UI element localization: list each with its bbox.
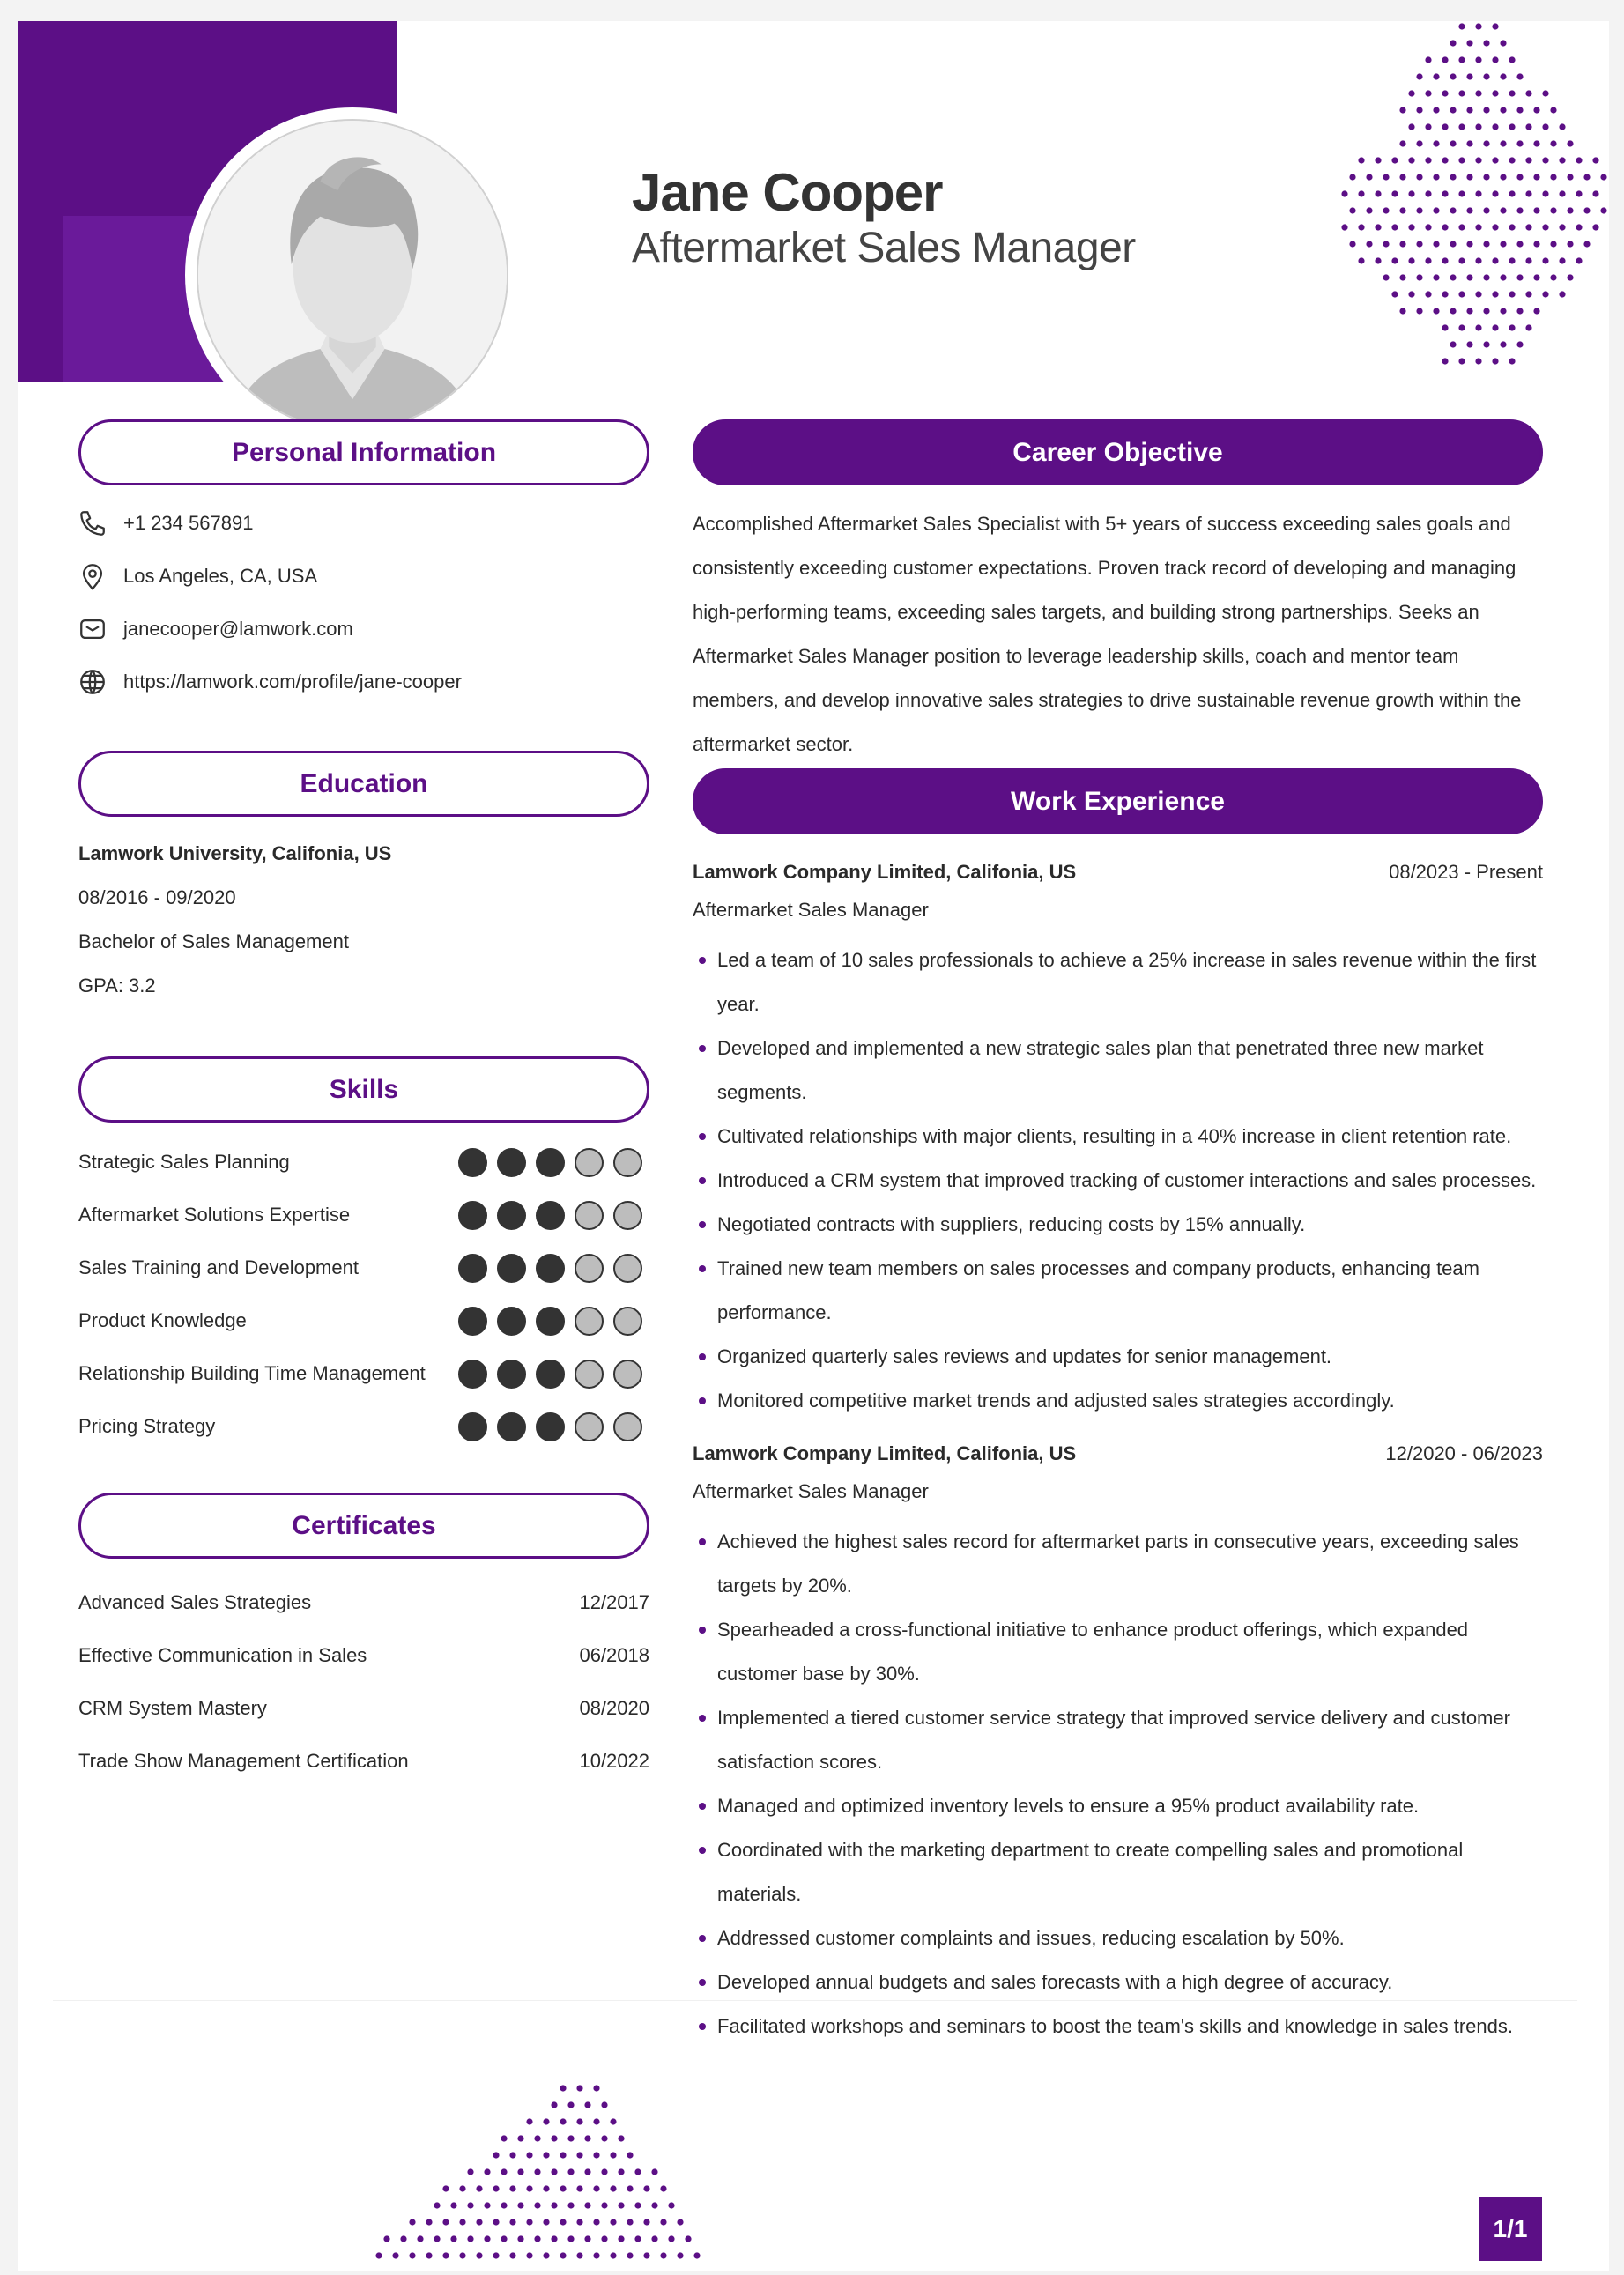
job-company: Lamwork Company Limited, Califonia, US (693, 861, 1077, 883)
certificate-date: 08/2020 (579, 1697, 649, 1719)
achievement-item: Cultivated relationships with major clients, resulting in a 40% increase in client retention rate. (693, 1115, 1543, 1159)
skill-row (78, 1409, 642, 1444)
rating-dot-empty (613, 1254, 642, 1283)
certificate-date: 06/2018 (579, 1644, 649, 1666)
achievement-item: Spearheaded a cross-functional initiative to enhance product offerings, which expanded customer base by 30%. (693, 1608, 1543, 1696)
skill-name: Strategic Sales Planning (78, 1151, 290, 1173)
certificate-row (78, 1638, 649, 1673)
rating-dot-filled (536, 1254, 565, 1283)
rating-dot-filled (458, 1201, 487, 1230)
candidate-name: Jane Cooper (632, 163, 943, 222)
contact-email[interactable] (76, 611, 353, 647)
education-dates: 08/2016 - 09/2020 (78, 886, 236, 908)
skill-rating (458, 1254, 642, 1283)
certificate-row (78, 1691, 649, 1726)
skill-name: Relationship Building Time Management (78, 1362, 426, 1384)
skill-name: Sales Training and Development (78, 1256, 359, 1278)
skill-row (78, 1145, 642, 1180)
website-link[interactable]: https://lamwork.com/profile/jane-cooper (123, 671, 462, 693)
rating-dot-filled (536, 1201, 565, 1230)
rating-dot-empty (613, 1148, 642, 1177)
certificate-name: Advanced Sales Strategies (78, 1591, 312, 1613)
education-school: Lamwork University, Califonia, US (78, 842, 392, 864)
achievement-item: Achieved the highest sales record for aftermarket parts in consecutive years, exceeding sales targets by 20%. (693, 1520, 1543, 1608)
certificate-name: CRM System Mastery (78, 1697, 267, 1719)
job-role: Aftermarket Sales Manager (693, 1480, 929, 1502)
job-header (693, 855, 1543, 890)
certificate-row (78, 1744, 649, 1779)
job-achievements (693, 1520, 1543, 2049)
candidate-title: Aftermarket Sales Manager (632, 225, 1136, 271)
education-gpa: GPA: 3.2 (78, 974, 156, 997)
achievement-item: Developed and implemented a new strategic sales plan that penetrated three new market segments. (693, 1026, 1543, 1115)
globe-icon (76, 665, 109, 699)
skill-name: Pricing Strategy (78, 1415, 216, 1437)
rating-dot-filled (536, 1412, 565, 1441)
rating-dot-filled (536, 1307, 565, 1336)
rating-dot-filled (536, 1148, 565, 1177)
email-link[interactable]: janecooper@lamwork.com (123, 618, 353, 640)
achievement-item: Negotiated contracts with suppliers, reducing costs by 15% annually. (693, 1203, 1543, 1247)
achievement-item: Coordinated with the marketing department to create compelling sales and promotional materials. (693, 1828, 1543, 1916)
skill-row (78, 1250, 642, 1286)
rating-dot-empty (575, 1254, 604, 1283)
rating-dot-filled (497, 1360, 526, 1389)
rating-dot-empty (613, 1307, 642, 1336)
page-indicator: 1/1 (1479, 2197, 1542, 2261)
skill-name: Aftermarket Solutions Expertise (78, 1204, 351, 1226)
certificate-name: Effective Communication in Sales (78, 1644, 367, 1666)
job-role: Aftermarket Sales Manager (693, 899, 929, 921)
rating-dot-filled (458, 1360, 487, 1389)
rating-dot-filled (497, 1254, 526, 1283)
rating-dot-empty (575, 1201, 604, 1230)
resume-page (18, 21, 1609, 2271)
section-heading-certificates: Certificates (78, 1493, 649, 1559)
decorative-dot-pattern-top (1339, 21, 1609, 365)
certificate-date: 12/2017 (579, 1591, 649, 1613)
rating-dot-filled (497, 1307, 526, 1336)
job-dates: 08/2023 - Present (1389, 861, 1543, 883)
skill-rating (458, 1201, 642, 1230)
phone-icon (76, 507, 109, 540)
location-pin-icon (76, 559, 109, 593)
skill-row (78, 1356, 642, 1391)
skill-name: Product Knowledge (78, 1309, 247, 1331)
rating-dot-empty (575, 1412, 604, 1441)
rating-dot-filled (536, 1360, 565, 1389)
skill-rating (458, 1360, 642, 1389)
certificate-date: 10/2022 (579, 1750, 649, 1772)
section-heading-objective: Career Objective (693, 419, 1543, 485)
skill-row (78, 1303, 642, 1338)
achievement-item: Organized quarterly sales reviews and updates for senior management. (693, 1335, 1543, 1379)
rating-dot-empty (613, 1412, 642, 1441)
rating-dot-empty (575, 1307, 604, 1336)
achievement-item: Monitored competitive market trends and adjusted sales strategies accordingly. (693, 1379, 1543, 1423)
rating-dot-filled (458, 1307, 487, 1336)
contact-phone (76, 506, 253, 541)
rating-dot-empty (613, 1201, 642, 1230)
location-text: Los Angeles, CA, USA (123, 565, 318, 587)
skill-rating (458, 1412, 642, 1441)
skill-rating (458, 1148, 642, 1177)
achievement-item: Managed and optimized inventory levels to ensure a 95% product availability rate. (693, 1784, 1543, 1828)
rating-dot-empty (575, 1360, 604, 1389)
rating-dot-empty (613, 1360, 642, 1389)
section-heading-personal: Personal Information (78, 419, 649, 485)
job-dates: 12/2020 - 06/2023 (1385, 1442, 1543, 1464)
rating-dot-filled (458, 1148, 487, 1177)
contact-location (76, 559, 317, 594)
rating-dot-filled (497, 1201, 526, 1230)
section-heading-skills: Skills (78, 1056, 649, 1123)
job-company: Lamwork Company Limited, Califonia, US (693, 1442, 1077, 1464)
certificate-row (78, 1585, 649, 1620)
certificate-name: Trade Show Management Certification (78, 1750, 409, 1772)
phone-text: +1 234 567891 (123, 512, 254, 534)
skill-rating (458, 1307, 642, 1336)
achievement-item: Led a team of 10 sales professionals to achieve a 25% increase in sales revenue within the first year. (693, 938, 1543, 1026)
career-objective-text: Accomplished Aftermarket Sales Specialist with 5+ years of success exceeding sales goals and consistently exceeding customer expectations. Proven track record of developing and managing high-performing teams, exceeding sales targets, and building strong partnerships. Seeks an Aftermarket Sales Manager position to leverage leadership skills, coach and mentor team members, and develop innovative sales strategies to drive sustainable revenue growth within the aftermarket sector. (693, 513, 1522, 755)
decorative-dot-pattern-bottom (273, 2083, 714, 2271)
rating-dot-empty (575, 1148, 604, 1177)
rating-dot-filled (497, 1412, 526, 1441)
achievement-item: Introduced a CRM system that improved tracking of customer interactions and sales processes. (693, 1159, 1543, 1203)
person-silhouette-icon (198, 121, 507, 429)
contact-website[interactable] (76, 664, 462, 700)
job-achievements (693, 938, 1543, 1423)
content-end-divider (53, 2000, 1577, 2001)
job-header (693, 1436, 1543, 1471)
rating-dot-filled (458, 1254, 487, 1283)
avatar (197, 119, 508, 431)
achievement-item: Addressed customer complaints and issues, reducing escalation by 50%. (693, 1916, 1543, 1960)
section-heading-work: Work Experience (693, 768, 1543, 834)
achievement-item: Developed annual budgets and sales forecasts with a high degree of accuracy. (693, 1960, 1543, 2005)
envelope-icon (76, 612, 109, 646)
achievement-item: Trained new team members on sales processes and company products, enhancing team performance. (693, 1247, 1543, 1335)
skill-row (78, 1197, 642, 1233)
rating-dot-filled (497, 1148, 526, 1177)
achievement-item: Facilitated workshops and seminars to boost the team's skills and knowledge in sales trends. (693, 2005, 1543, 2049)
achievement-item: Implemented a tiered customer service strategy that improved service delivery and customer satisfaction scores. (693, 1696, 1543, 1784)
education-degree: Bachelor of Sales Management (78, 930, 349, 952)
section-heading-education: Education (78, 751, 649, 817)
rating-dot-filled (458, 1412, 487, 1441)
